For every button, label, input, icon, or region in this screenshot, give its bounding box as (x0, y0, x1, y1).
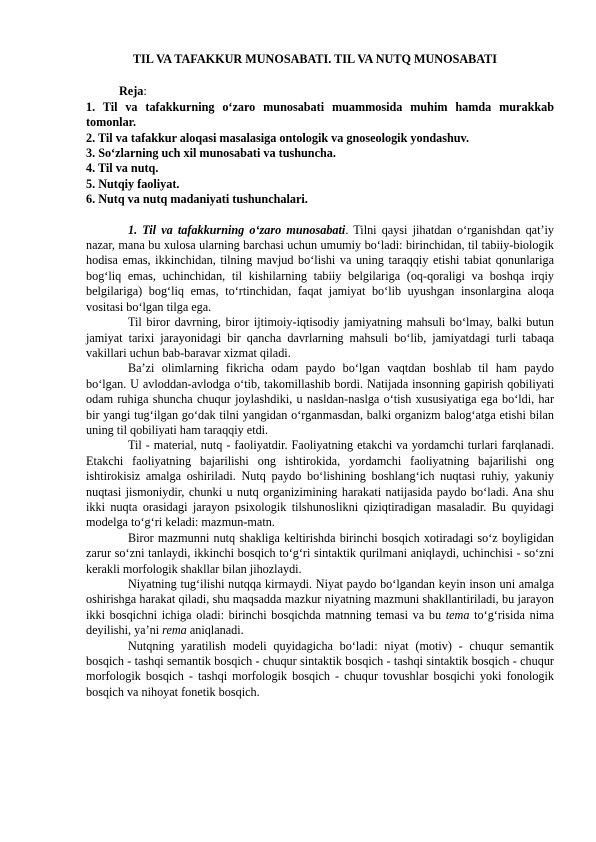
plan-heading (119, 84, 554, 99)
paragraph: Ba’zi olimlarning fikricha odam paydo bo‘lgan vaqtdan boshlab til ham paydo bo‘lgan. U avloddan-avlodga o‘tib, takomillashib bordi. Natijada insonning gapirish qobiliyati odam ruhiga shuncha chuqur joylashdiki, u nasldan-naslga o‘tish xususiyatiga ega bo‘ldi, har bir yangi tug‘ilgan go‘dak tilni yangidan o‘rganmasdan, balki organizm balog‘atga etishi bilan uning til qobiliyati ham taraqqiy etdi. (86, 361, 554, 437)
paragraph-text: Niyatning tug‘ilishi nutqqa kirmaydi. Niyat paydo bo‘lgandan keyin inson uni amalga oshirishga harakat qiladi, shu maqsadda mazkur niyatning mazmuni shakllantiriladi, bu jarayon ikki bosqichni ichiga oladi: birinchi bosqichda matnning temasi va bu (86, 577, 554, 622)
paragraph: Biror mazmunni nutq shakliga keltirishda birinchi bosqich xotiradagi so‘z boyligidan zarur so‘zni tanlaydi, ikkinchi bosqich to‘g‘ri sintaktik qurilmani aniqlaydi, uchinchisi - so‘zni kerakli morfologik shakllar bilan jihozlaydi. (86, 530, 554, 576)
paragraph: Nutqning yaratilish modeli quyidagicha bo‘ladi: niyat (motiv) - chuqur semantik bosqich - tashqi semantik bosqich - chuqur sintaktik bosqich - tashqi sintaktik bosqich - chuqur morfologik bosqich - tashqi morfologik bosqich - chuqur tovushlar bosqichi yoki fonologik bosqich va nihoyat fonetik bosqich. (86, 638, 554, 699)
document-body (86, 223, 554, 701)
document-title: TIL VA TAFAKKUR MUNOSABATI. TIL VA NUTQ MUNOSABATI (132, 52, 498, 66)
plan-item: 1. Til va tafakkurning o‘zaro munosabati muammosida muhim hamda murakkab tomonlar. (86, 99, 554, 130)
plan-item: 6. Nutq va nutq madaniyati tushunchalari. (86, 192, 308, 207)
paragraph-text: . Tilni qaysi jihatdan o‘rganishdan qat’iy nazar, mana bu xulosa ularning barchasi uchun umumiy bo‘ladi: birinchidan, til tabiiy-biologik hodisa emas, ikkinchidan, tilning mavjud bo‘lishi va uning taraqqiy etishi tabiat qonunlariga bog‘liq emas, uchinchidan, til kishilarning tabiiy belgilariga (oq-qoraligi va boshqa irqiy belgilariga) bog‘liq emas, to‘rtinchidan, faqat jamiyat bo‘lib uyushgan insonlargina aloqa vositasi bo‘lgan tilga ega. (86, 222, 554, 314)
paragraph (86, 577, 554, 639)
term-rema: rema (162, 623, 187, 638)
plan-item: 2. Til va tafakkur aloqasi masalasiga ontologik va gnoseologik yondashuv. (86, 130, 469, 145)
paragraph: Til biror davrning, biror ijtimoiy-iqtisodiy jamiyatning mahsuli bo‘lmay, balki butun jamiyat tarixi jarayonidagi bir qancha davrlarning mahsuli bo‘lib, jamiyatdagi turli tabaqa vakillari uchun bab-baravar xizmat qiladi. (86, 315, 554, 360)
paragraph (86, 223, 554, 315)
plan-item: 5. Nutqiy faoliyat. (86, 176, 180, 191)
plan-item: 4. Til va nutq. (86, 161, 159, 176)
paragraph: Til - material, nutq - faoliyatdir. Faoliyatning etakchi va yordamchi turlari farqlanadi. Etakchi faoliyatning bajarilishi ong ishtirokida, yordamchi faoliyatning bajarilishi ong ishtirokisiz amalga oshiriladi. Nutq paydo bo‘lishining boshlang‘ich nuqtasi ruhiy, yakuniy nuqtasi jismoniydir, chunki u nutq organizimining harakati natijasida paydo bo‘ladi. Ana shu ikki nuqta orasidagi jarayon psixologik tilshunoslikni qiziqtiradigan masaladir. Bu quyidagi modelga to‘g‘ri keladi: mazmun-matn. (86, 438, 554, 530)
plan-heading-label: Reja (119, 84, 144, 99)
term-tema: tema (445, 607, 470, 622)
paragraph-text: to‘g‘risida nima deyilishi, ya’ni (86, 607, 554, 638)
plan-item: 3. So‘zlarning uch xil munosabati va tushuncha. (86, 146, 336, 161)
plan-list (86, 100, 554, 208)
plan-heading-colon: : (143, 84, 147, 99)
section-lead: 1. Til va tafakkurning o‘zaro munosabati (128, 222, 346, 237)
paragraph-text: aniqlanadi. (186, 623, 244, 638)
